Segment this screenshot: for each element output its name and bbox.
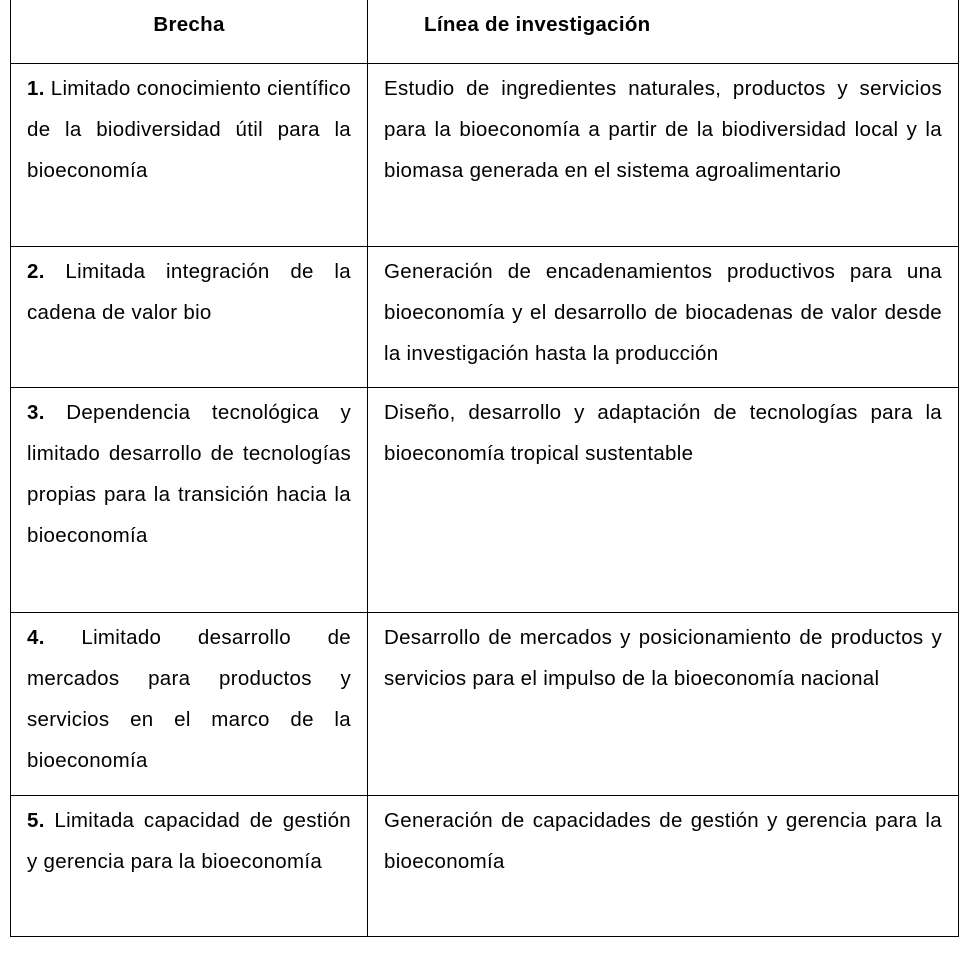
table-row — [11, 613, 959, 796]
gap-text: Limitado conocimiento científico de la biodiversidad útil para la bioeconomía — [27, 77, 351, 182]
table-row — [11, 247, 959, 388]
row-number: 3. — [27, 401, 45, 424]
gap-cell — [11, 796, 368, 937]
gap-cell — [11, 247, 368, 388]
table-row — [11, 388, 959, 613]
research-line-cell: Generación de capacidades de gestión y gerencia para la bioeconomía — [368, 796, 959, 937]
gaps-research-lines-table — [10, 0, 959, 937]
research-line-cell: Generación de encadenamientos productivos para una bioeconomía y el desarrollo de biocadenas de valor desde la investigación hasta la producción — [368, 247, 959, 388]
header-gap: Brecha — [11, 0, 368, 64]
research-line-cell: Desarrollo de mercados y posicionamiento de productos y servicios para el impulso de la bioeconomía nacional — [368, 613, 959, 796]
table-row — [11, 64, 959, 247]
gap-cell — [11, 613, 368, 796]
research-line-cell: Estudio de ingredientes naturales, productos y servicios para la bioeconomía a partir de la biodiversidad local y la biomasa generada en el sistema agroalimentario — [368, 64, 959, 247]
row-number: 1. — [27, 77, 45, 100]
table-row — [11, 796, 959, 937]
row-number: 5. — [27, 809, 45, 832]
header-row — [11, 0, 959, 64]
gap-text: Limitado desarrollo de mercados para productos y servicios en el marco de la bioeconomía — [27, 626, 351, 772]
gap-cell — [11, 388, 368, 613]
gap-text: Limitada integración de la cadena de valor bio — [27, 260, 351, 324]
row-number: 2. — [27, 260, 45, 283]
gap-text: Dependencia tecnológica y limitado desarrollo de tecnologías propias para la transición hacia la bioeconomía — [27, 401, 351, 547]
header-research-line: Línea de investigación — [368, 0, 959, 64]
row-number: 4. — [27, 626, 45, 649]
gap-text: Limitada capacidad de gestión y gerencia para la bioeconomía — [27, 809, 351, 873]
research-line-cell: Diseño, desarrollo y adaptación de tecnologías para la bioeconomía tropical sustentable — [368, 388, 959, 613]
gap-cell — [11, 64, 368, 247]
